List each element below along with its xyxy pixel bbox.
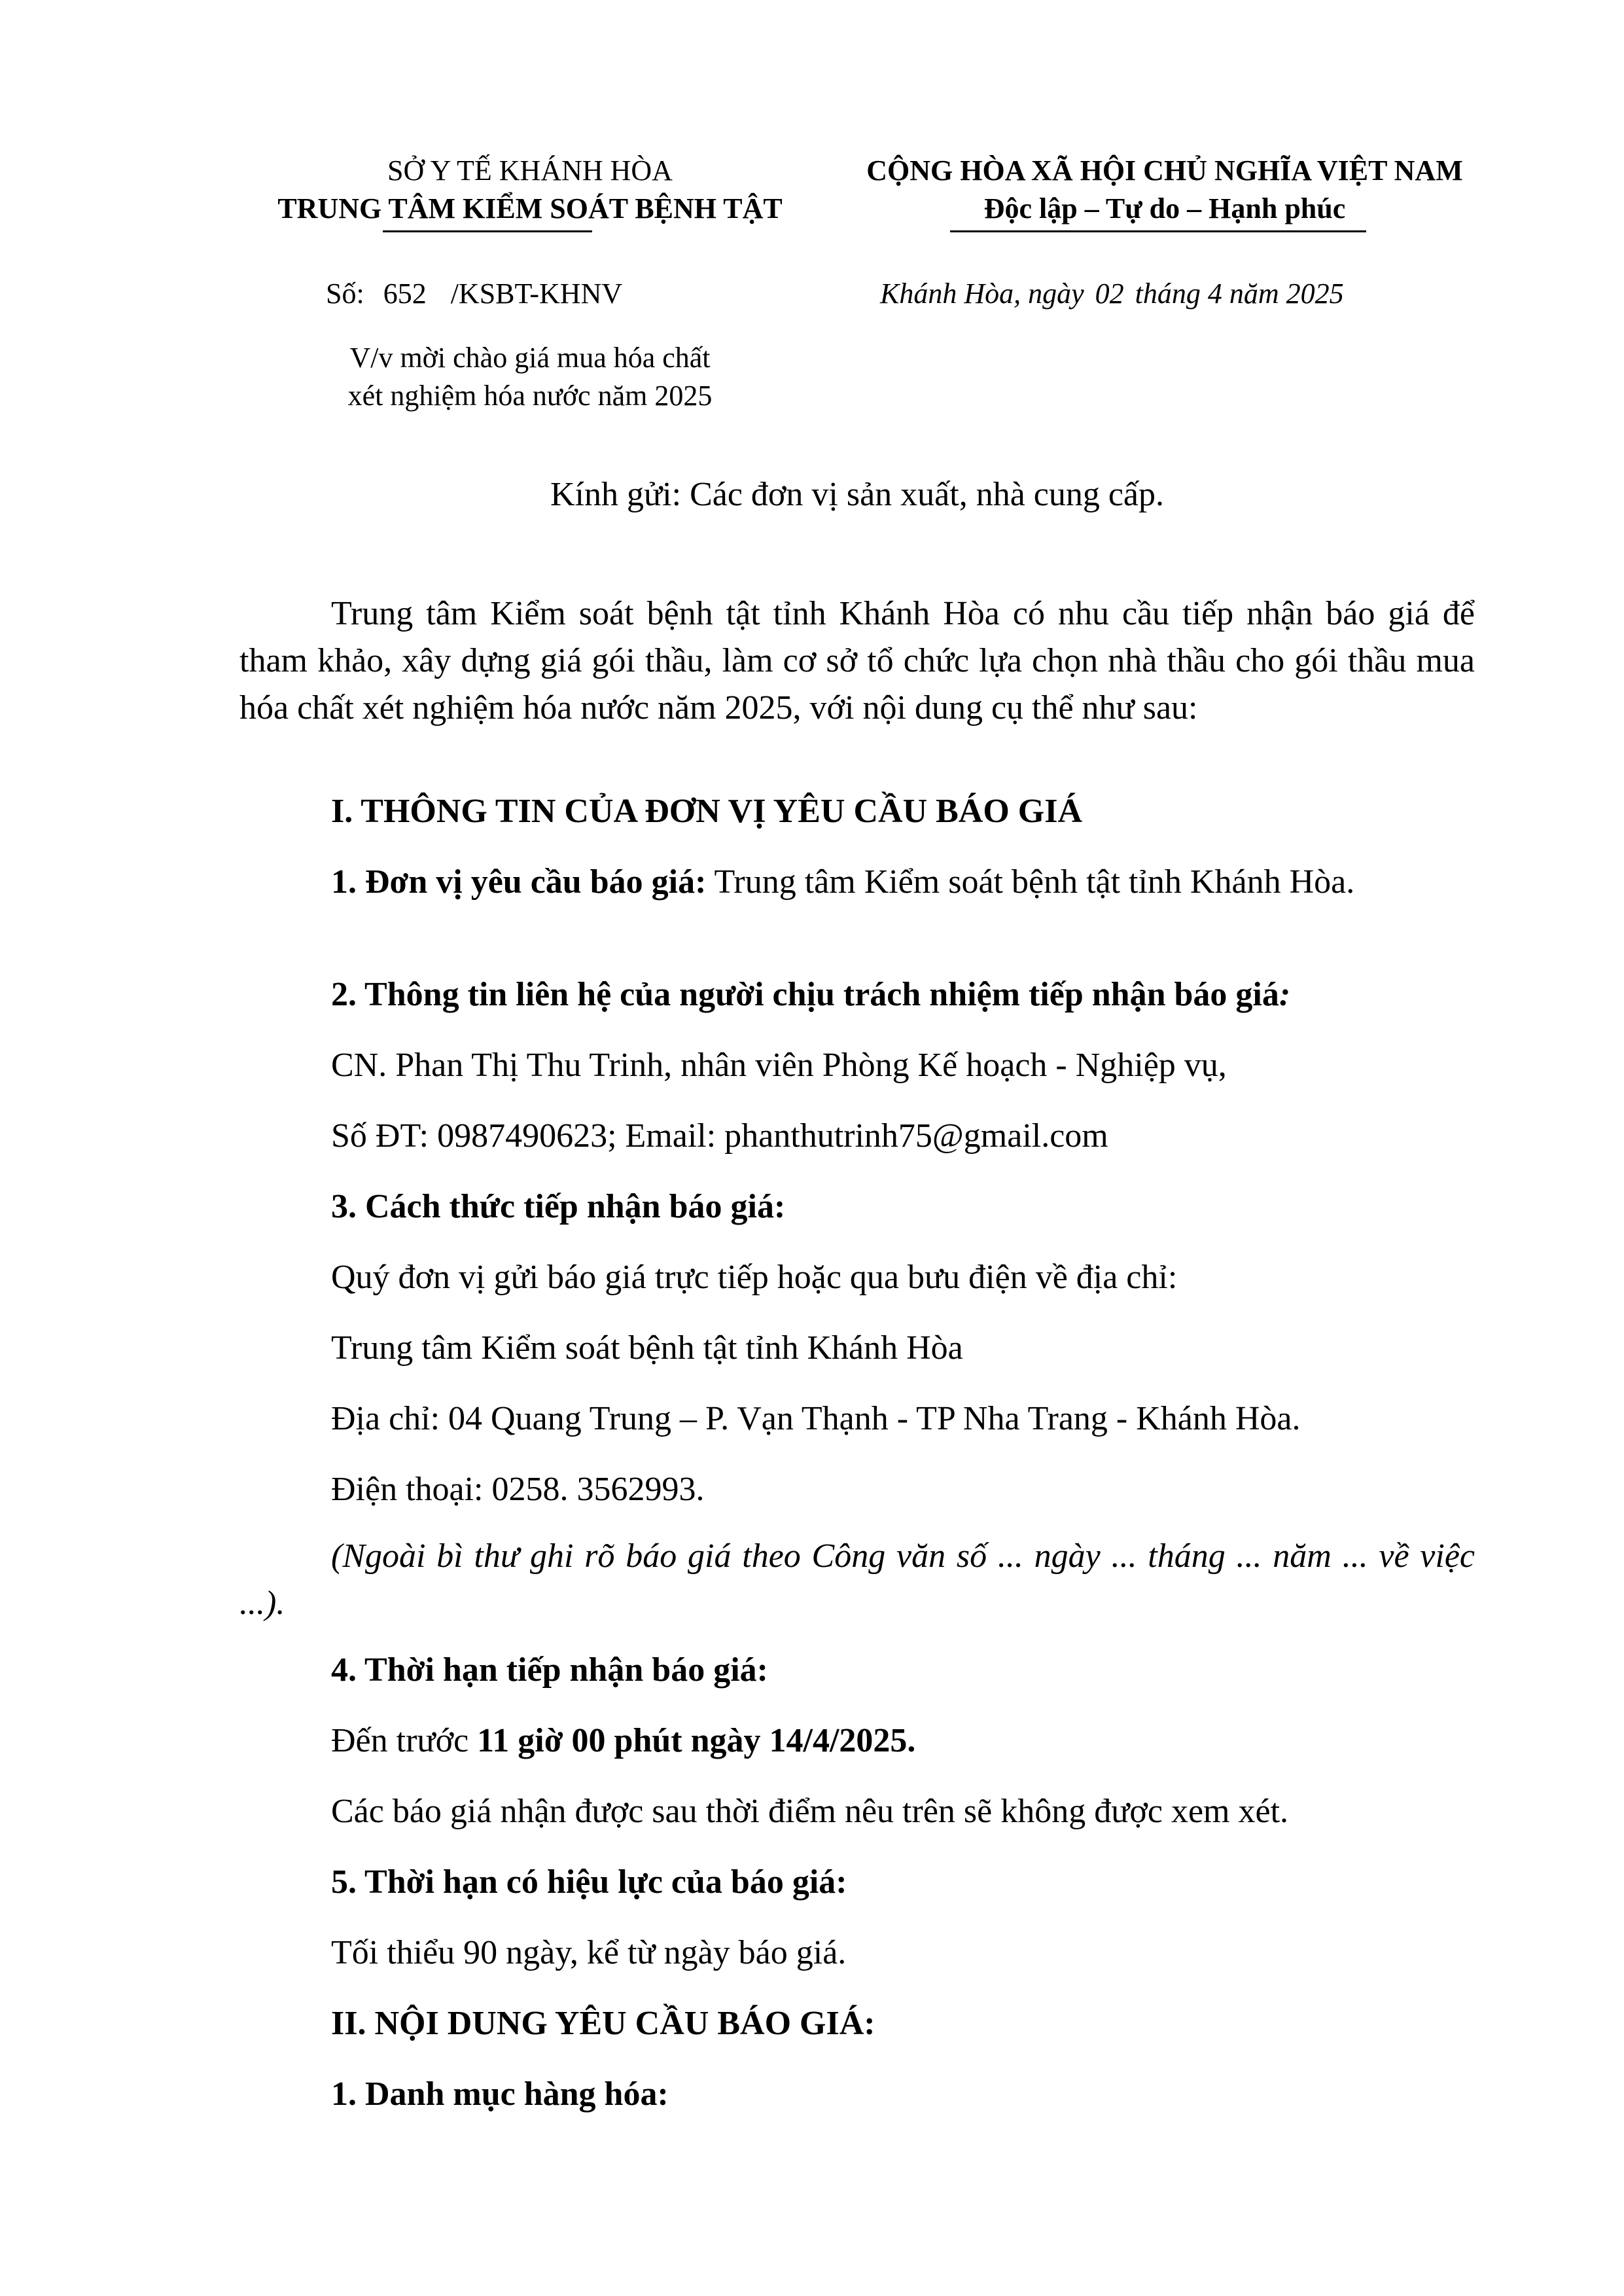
center-name: TRUNG TÂM KIỂM SOÁT BỆNH TẬT [277,192,783,224]
national-motto: Độc lập – Tự do – Hạnh phúc [983,192,1346,224]
section-1-heading: I. THÔNG TIN CỦA ĐƠN VỊ YÊU CẦU BÁO GIÁ [331,793,1083,830]
recipient-line: Kính gửi: Các đơn vị sản xuất, nhà cung cấp. [550,476,1165,513]
deadline-prefix: Đến trước [331,1722,478,1759]
org-name: Trung tâm Kiểm soát bệnh tật tỉnh Khánh Hòa [331,1329,963,1367]
address: Địa chỉ: 04 Quang Trung – P. Vạn Thạnh - TP Nha Trang - Khánh Hòa. [331,1400,1301,1437]
section-1-item-5: 5. Thời hạn có hiệu lực của báo giá: [331,1863,847,1901]
section-2-heading: II. NỘI DUNG YÊU CẦU BÁO GIÁ: [331,2005,875,2042]
subject-line-2: xét nghiệm hóa nước năm 2025 [347,380,713,412]
phone: Điện thoại: 0258. 3562993. [331,1471,705,1508]
item-2-label: 2. Thông tin liên hệ của người chịu trách nhiệm tiếp nhận báo giá [331,976,1279,1013]
section-1-item-1 [239,859,1475,906]
date-day: 02 [1095,278,1124,310]
number-prefix: Số: [326,278,364,310]
validity: Tối thiểu 90 ngày, kể từ ngày báo giá. [331,1934,847,1971]
deadline-note: Các báo giá nhận được sau thời điểm nêu trên sẽ không được xem xét. [331,1793,1289,1830]
deadline [331,1719,915,1763]
section-1-item-2 [331,973,1290,1017]
section-2-item-1: 1. Danh mục hàng hóa: [331,2075,669,2113]
number-value: 652 [383,278,427,310]
contact-phone-email: Số ĐT: 0987490623; Email: phanthutrinh75@gmail.com [331,1117,1108,1155]
agency-name: SỞ Y TẾ KHÁNH HÒA [387,154,673,187]
deadline-value: 11 giờ 00 phút ngày 14/4/2025. [477,1722,916,1759]
item-1-value: Trung tâm Kiểm soát bệnh tật tỉnh Khánh Hòa. [706,863,1355,901]
item-2-colon: : [1279,976,1291,1013]
section-1-item-3: 3. Cách thức tiếp nhận báo giá: [331,1188,786,1225]
subject-line-1: V/v mời chào giá mua hóa chất [349,342,711,374]
section-1-item-4: 4. Thời hạn tiếp nhận báo giá: [331,1651,768,1689]
item-3-text: Quý đơn vị gửi báo giá trực tiếp hoặc qua bưu điện về địa chỉ: [331,1259,1178,1296]
envelope-note: (Ngoài bì thư ghi rõ báo giá theo Công văn số ... ngày ... tháng ... năm ... về việc ...). [239,1537,1475,1622]
right-header-rule [950,230,1366,232]
left-header-rule [383,230,592,232]
item-1-label: 1. Đơn vị yêu cầu báo giá: [331,863,707,901]
date-prefix: Khánh Hòa, ngày [880,278,1084,310]
contact-name: CN. Phan Thị Thu Trinh, nhân viên Phòng Kế hoạch - Nghiệp vụ, [331,1047,1227,1084]
document-date [880,275,1344,313]
intro-paragraph: Trung tâm Kiểm soát bệnh tật tỉnh Khánh Hòa có nhu cầu tiếp nhận báo giá để tham khảo, xây dựng giá gói thầu, làm cơ sở tổ chức lựa chọn nhà thầu cho gói thầu mua hóa chất xét nghiệm hóa nước năm 2025, với nội dung cụ thể như sau: [239,595,1475,726]
date-rest: tháng 4 năm 2025 [1135,278,1344,310]
number-suffix: /KSBT-KHNV [450,278,623,310]
document-number [326,275,622,313]
country-name: CỘNG HÒA XÃ HỘI CHỦ NGHĨA VIỆT NAM [866,154,1463,187]
